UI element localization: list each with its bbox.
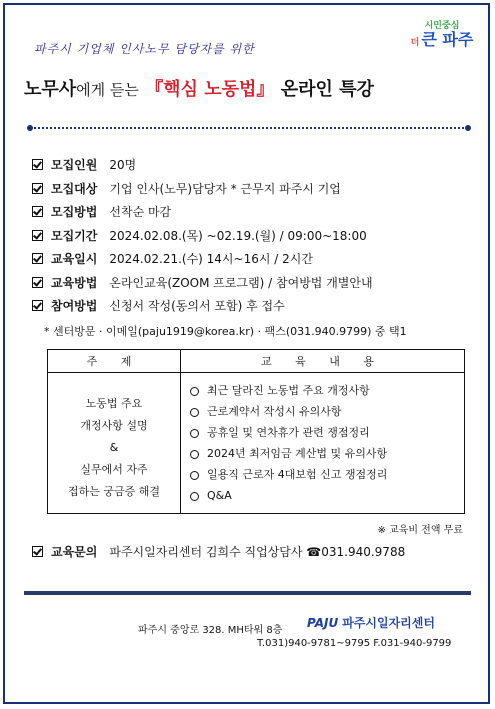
circle-bullet-icon xyxy=(190,471,199,480)
headline-suffix: 온라인 특강 xyxy=(280,79,374,100)
topic-line: 접하는 궁금증 해결 xyxy=(67,485,160,498)
topic-cell xyxy=(48,373,181,514)
col-content-header: 교 육 내 용 xyxy=(181,350,465,373)
logo-tag: 시민중심 xyxy=(424,21,460,31)
info-row xyxy=(32,247,472,271)
info-list xyxy=(32,153,472,318)
checkbox-icon xyxy=(32,159,43,170)
info-row xyxy=(32,271,472,295)
curriculum-table xyxy=(47,349,465,514)
info-value: 선착순 마감 xyxy=(109,205,172,220)
info-key: 모집방법 xyxy=(51,205,98,220)
info-value: 2024.02.21.(수) 14시~16시 / 2시간 xyxy=(109,252,313,267)
paju-logo-mark: PAJU xyxy=(307,615,339,630)
list-item-text: Q&A xyxy=(207,489,232,502)
apply-note: * 센터방문 · 이메일(paju1919@korea.kr) · 팩스(031.940.9799) 중 택1 xyxy=(44,325,407,338)
center-logo xyxy=(307,614,435,631)
checkbox-icon xyxy=(32,206,43,217)
topic-line: & xyxy=(109,441,119,454)
contact-key: 교육문의 xyxy=(51,545,98,559)
info-key: 모집대상 xyxy=(51,181,98,196)
city-logo xyxy=(407,18,477,58)
content-list xyxy=(190,380,463,506)
list-item-text: 근로계약서 작성시 유의사항 xyxy=(207,405,342,418)
subtitle: 파주시 기업체 인사노무 담당자를 위한 xyxy=(34,42,255,56)
list-item xyxy=(190,443,463,464)
contact-row xyxy=(32,543,405,560)
info-row xyxy=(32,200,472,224)
headline-small: 에게 듣는 xyxy=(76,81,139,99)
info-value: 신청서 작성(동의서 포함) 후 접수 xyxy=(109,299,285,314)
info-value: 20명 xyxy=(109,158,137,173)
topic-line: 개정사항 설명 xyxy=(80,419,148,432)
logo-brand xyxy=(407,31,477,52)
topic-line: 실무에서 자주 xyxy=(80,463,148,476)
headline-highlight: 『핵심 노동법』 xyxy=(145,79,275,100)
list-item-text: 공휴일 및 연차휴가 관련 쟁점정리 xyxy=(207,426,370,439)
checkbox-icon xyxy=(32,183,43,194)
checkbox-icon xyxy=(32,277,43,288)
info-key: 모집인원 xyxy=(51,158,98,173)
list-item-text: 최근 달라진 노동법 주요 개정사항 xyxy=(207,384,370,397)
circle-bullet-icon xyxy=(190,429,199,438)
info-row xyxy=(32,294,472,318)
circle-bullet-icon xyxy=(190,450,199,459)
info-key: 참여방법 xyxy=(51,299,98,314)
logo-the: 더 xyxy=(410,38,420,48)
list-item-text: 일용직 근로자 4대보험 신고 쟁점정리 xyxy=(207,468,388,481)
col-topic-header: 주 제 xyxy=(48,350,181,373)
circle-bullet-icon xyxy=(190,492,199,501)
checkbox-icon xyxy=(32,253,43,264)
topic-line: 노동법 주요 xyxy=(85,397,143,410)
checkbox-icon xyxy=(32,230,43,241)
list-item xyxy=(190,401,463,422)
logo-brand-text: 큰 파주 xyxy=(421,30,474,49)
list-item xyxy=(190,380,463,401)
list-item xyxy=(190,485,463,506)
circle-bullet-icon xyxy=(190,387,199,396)
checkbox-icon xyxy=(32,300,43,311)
info-key: 교육일시 xyxy=(51,252,98,267)
center-name: 파주시일자리센터 xyxy=(342,616,435,630)
footer-address: 파주시 중앙로 328. MH타워 8층 xyxy=(138,625,283,636)
info-value: 2024.02.08.(목) ~02.19.(월) / 09:00~18:00 xyxy=(109,228,367,243)
circle-bullet-icon xyxy=(190,408,199,417)
info-row xyxy=(32,224,472,248)
info-value: 기업 인사(노무)담당자 * 근무지 파주시 기업 xyxy=(109,181,341,196)
headline-prefix: 노무사 xyxy=(24,79,77,100)
content-cell xyxy=(181,373,465,514)
list-item xyxy=(190,422,463,443)
dotted-divider xyxy=(30,127,468,129)
contact-value: 파주시일자리센터 김희수 직업상담사 ☎031.940.9788 xyxy=(109,545,406,559)
headline xyxy=(24,75,374,101)
info-row xyxy=(32,177,472,201)
info-key: 교육방법 xyxy=(51,275,98,290)
info-value: 온라인교육(ZOOM 프로그램) / 참여방법 개별안내 xyxy=(109,275,373,290)
fee-note: ※ 교육비 전액 무료 xyxy=(377,525,463,536)
list-item xyxy=(190,464,463,485)
footer-divider xyxy=(24,591,471,595)
info-key: 모집기간 xyxy=(51,228,98,243)
checkbox-icon xyxy=(32,546,43,557)
list-item-text: 2024년 최저임금 계산법 및 유의사항 xyxy=(207,447,388,460)
info-row xyxy=(32,153,472,177)
footer-tel: T.031)940-9781~9795 F.031-940-9799 xyxy=(257,638,452,649)
